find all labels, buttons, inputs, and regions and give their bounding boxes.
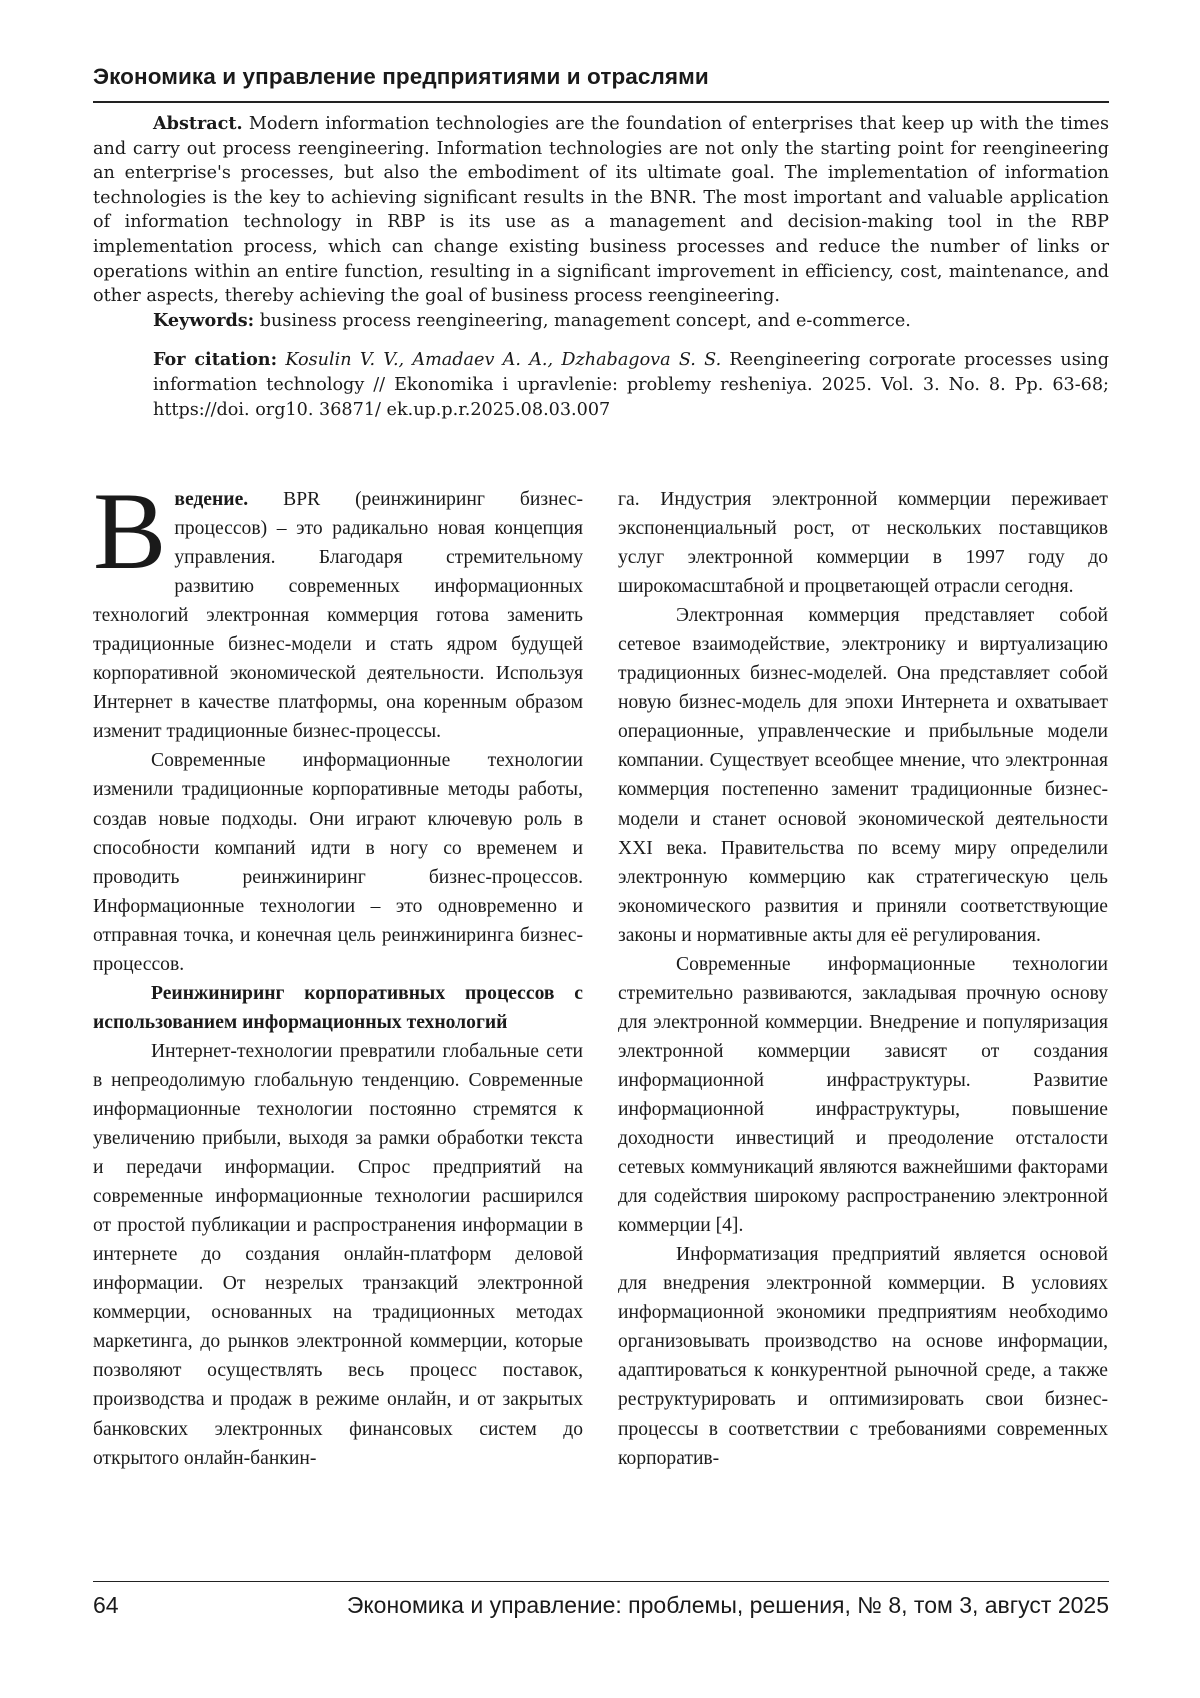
body-paragraph: Электронная коммерция представляет собой сетевое взаимодействие, электронику и виртуализацию традиционных бизнес-моделей. Она представляет собой новую бизнес-модель для эпохи Интернета и охватывает операционные, управленческие и прибыльные модели компании. Существует всеобщее мнение, что электронная коммерция постепенно заменит традиционные бизнес-модели и станет основой экономической деятельности XXI века. Правительства по всему миру определили электронную коммерцию как стратегическую цель экономического развития и приняли соответствующие законы и нормативные акты для её регулирования. [618, 605, 1108, 946]
abstract-paragraph [93, 112, 1109, 309]
intro-paragraph [93, 485, 583, 746]
section-heading: Реинжиниринг корпоративных процессов с использованием информационных технологий [93, 982, 583, 1033]
keywords-text: business process reengineering, management concept, and e-commerce. [259, 310, 911, 331]
body-paragraph: Интернет-технологии превратили глобальные сети в непреодолимую глобальную тенденцию. Современные информационные технологии постоянно стремятся к увеличению прибыли, выходя за рамки обработки текста и передачи информации. Спрос предприятий на современные информационные технологии расширился от простой публикации и распространения информации в интернете до создания онлайн-платформ деловой информации. От незрелых транзакций электронной коммерции, основанных на традиционных методах маркетинга, до рынков электронной коммерции, которые позволяют осуществлять весь процесс поставок, производства и продаж в режиме онлайн, и от закрытых банковских электронных финансовых систем до открытого онлайн-банкин- [93, 1040, 583, 1469]
abstract-label: Abstract. [153, 113, 243, 134]
abstract-text: Modern information technologies are the foundation of enterprises that keep up with the times and carry out process reengineering. Information technologies are not only the starting point for reengineering an enterprise's processes, but also the embodiment of its ultimate goal. The implementation of information technologies is the key to achieving significant results in the BNR. The most important and valuable application of information technology in RBP is its use as a management and decision-making tool in the RBP implementation process, which can change existing business processes and reduce the number of links or operations within an entire function, resulting in a significant improvement in efficiency, cost, maintenance, and other aspects, thereby achieving the goal of business process reengineering. [93, 114, 1109, 307]
keywords-paragraph [93, 309, 1109, 334]
intro-heading: ведение. [174, 489, 249, 510]
citation-authors: Kosulin V. V., Amadaev A. A., Dzhabagova S. S. [285, 350, 722, 371]
citation-paragraph [93, 348, 1109, 422]
citation-text: Reengineering corporate processes using information technology // Ekonomika i upravlenie: problemy resheniya. 2025. Vol. 3. No. 8. Pp. 63-68; https://doi. org10. 36871/ ek.up.p.r.2025.08.03.007 [153, 350, 1109, 420]
body-column-left [93, 485, 583, 1565]
body-paragraph: Информатизация предприятий является основой для внедрения электронной коммерции. В условиях информационной экономики предприятиям необходимо организовывать производство на основе информации, адаптироваться к конкурентной рыночной среде, а также реструктурировать и оптимизировать свои бизнес-процессы в соответствии с требованиями современных корпоратив- [618, 1244, 1108, 1469]
keywords-label: Keywords: [153, 309, 255, 331]
intro-text: BPR (реинжиниринг бизнес-процессов) – это радикально новая концепция управления. Благодаря стремительному развитию современных информационных технологий электронная коммерция готова заменить традиционные бизнес-модели и стать ядром будущей корпоративной экономической деятельности. Используя Интернет в качестве платформы, она коренным образом изменит традиционные бизнес-процессы. [93, 489, 583, 743]
body-paragraph: Современные информационные технологии изменили традиционные корпоративные методы работы, создав новые подходы. Они играют ключевую роль в способности компаний идти в ногу со временем и проводить реинжиниринг бизнес-процессов. Информационные технологии – это одновременно и отправная точка, и конечная цель реинжиниринга бизнес-процессов. [93, 750, 583, 975]
body-paragraph: Современные информационные технологии стремительно развиваются, закладывая прочную основу для электронной коммерции. Внедрение и популяризация электронной коммерции зависят от создания информационной инфраструктуры. Развитие информационной инфраструктуры, повышение доходности инвестиций и преодоление отсталости сетевых коммуникаций являются важнейшими факторами для содействия широкому распространению электронной коммерции [4]. [618, 953, 1108, 1237]
body-column-right [618, 485, 1108, 1565]
drop-cap: В [93, 485, 167, 592]
body-paragraph: га. Индустрия электронной коммерции переживает экспоненциальный рост, от нескольких поставщиков услуг электронной коммерции в 1997 году до широкомасштабной и процветающей отрасли сегодня. [618, 489, 1108, 598]
header-rule [93, 101, 1109, 103]
abstract-block [93, 112, 1109, 422]
running-header: Экономика и управление предприятиями и отраслями [93, 64, 709, 89]
citation-label: For citation: [153, 349, 278, 371]
footer-rule [93, 1581, 1109, 1582]
page-number: 64 [93, 1592, 119, 1618]
journal-footer: Экономика и управление: проблемы, решения, № 8, том 3, август 2025 [346, 1592, 1109, 1618]
